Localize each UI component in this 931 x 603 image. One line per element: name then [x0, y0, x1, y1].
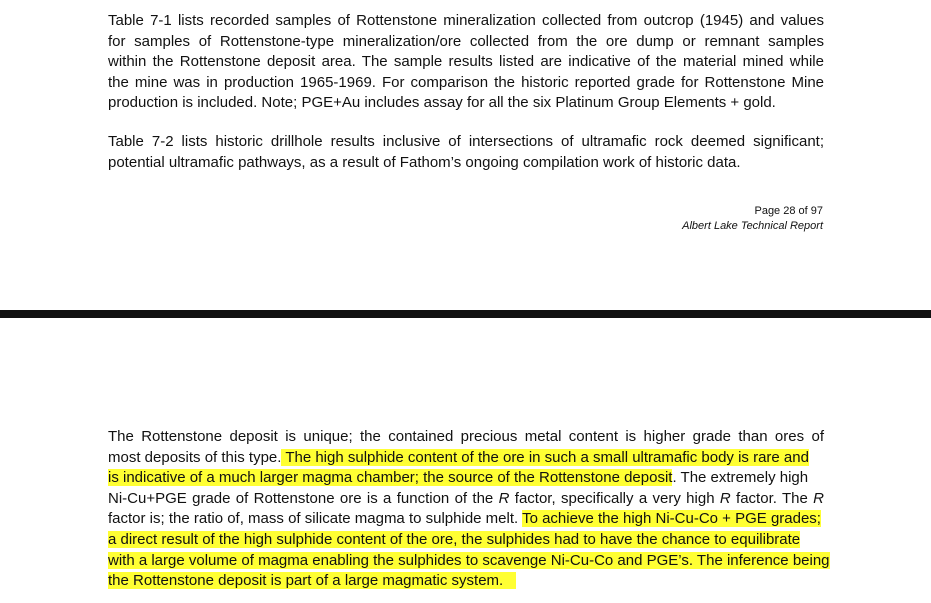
report-title: Albert Lake Technical Report: [682, 220, 823, 232]
paragraph-table-7-2: [108, 132, 824, 173]
text-segment: factor, specifically a very high: [509, 489, 720, 507]
page-divider: [0, 310, 931, 318]
text-line: [108, 468, 824, 489]
highlighted-text: To achieve the high Ni-Cu-Co + PGE grades;: [522, 510, 821, 528]
text-line: [108, 427, 824, 448]
r-factor-italic: R: [719, 489, 731, 507]
document-page-bottom: [0, 318, 931, 603]
r-factor-italic: R: [813, 489, 824, 507]
text-line: [108, 571, 824, 592]
text-segment: . The extremely high: [672, 469, 809, 487]
paragraph-table-7-1: [108, 11, 824, 114]
page-number: Page 28 of 97: [754, 205, 823, 217]
text-line: [108, 530, 824, 551]
text-line: production is included. Note; PGE+Au includes assay for all the six Platinum Group Elements + gold.: [108, 94, 776, 112]
text-line: for samples of Rottenstone-type mineralization/ore collected from the ore dump or remnant samples: [108, 32, 824, 50]
highlighted-text: is indicative of a much larger magma chamber; the source of the Rottenstone deposit: [108, 469, 673, 487]
text-line: [108, 448, 824, 469]
text-segment: most deposits of this type.: [108, 448, 282, 466]
text-line: Table 7-2 lists historic drillhole results inclusive of intersections of ultramafic rock deemed significant;: [108, 133, 824, 150]
highlighted-text: a direct result of the high sulphide content of the ore, the sulphides had to have the chance to equilibrate: [108, 530, 801, 548]
highlighted-text: with a large volume of magma enabling the sulphides to scavenge Ni-Cu-Co and PGE’s. The inference being: [108, 551, 830, 569]
text-line: the mine was in production 1965-1969. For comparison the historic reported grade for Rottenstone Mine: [108, 73, 824, 91]
paragraph-rottenstone-deposit: [108, 427, 830, 592]
highlighted-text: the Rottenstone deposit is part of a large magmatic system.: [108, 572, 516, 590]
text-segment: The Rottenstone deposit is unique; the contained precious metal content is higher grade than ores of: [108, 428, 824, 445]
text-line: [108, 489, 824, 510]
text-segment: factor. The: [730, 489, 814, 507]
text-line: [108, 551, 830, 572]
text-segment: Ni-Cu+PGE grade of Rottenstone ore is a function of the: [108, 489, 499, 507]
r-factor-italic: R: [498, 489, 510, 507]
text-line: Table 7-1 lists recorded samples of Rottenstone mineralization collected from outcrop (1945) and values: [108, 12, 824, 29]
text-line: potential ultramafic pathways, as a result of Fathom’s ongoing compilation work of historic data.: [108, 153, 741, 171]
highlighted-text: The high sulphide content of the ore in such a small ultramafic body is rare and: [281, 448, 809, 466]
text-segment: factor is; the ratio of, mass of silicate magma to sulphide melt.: [108, 510, 523, 528]
text-line: within the Rottenstone deposit area. The sample results listed are indicative of the material mined while: [108, 53, 824, 71]
text-line: [108, 509, 824, 530]
page-footer: [682, 204, 823, 234]
